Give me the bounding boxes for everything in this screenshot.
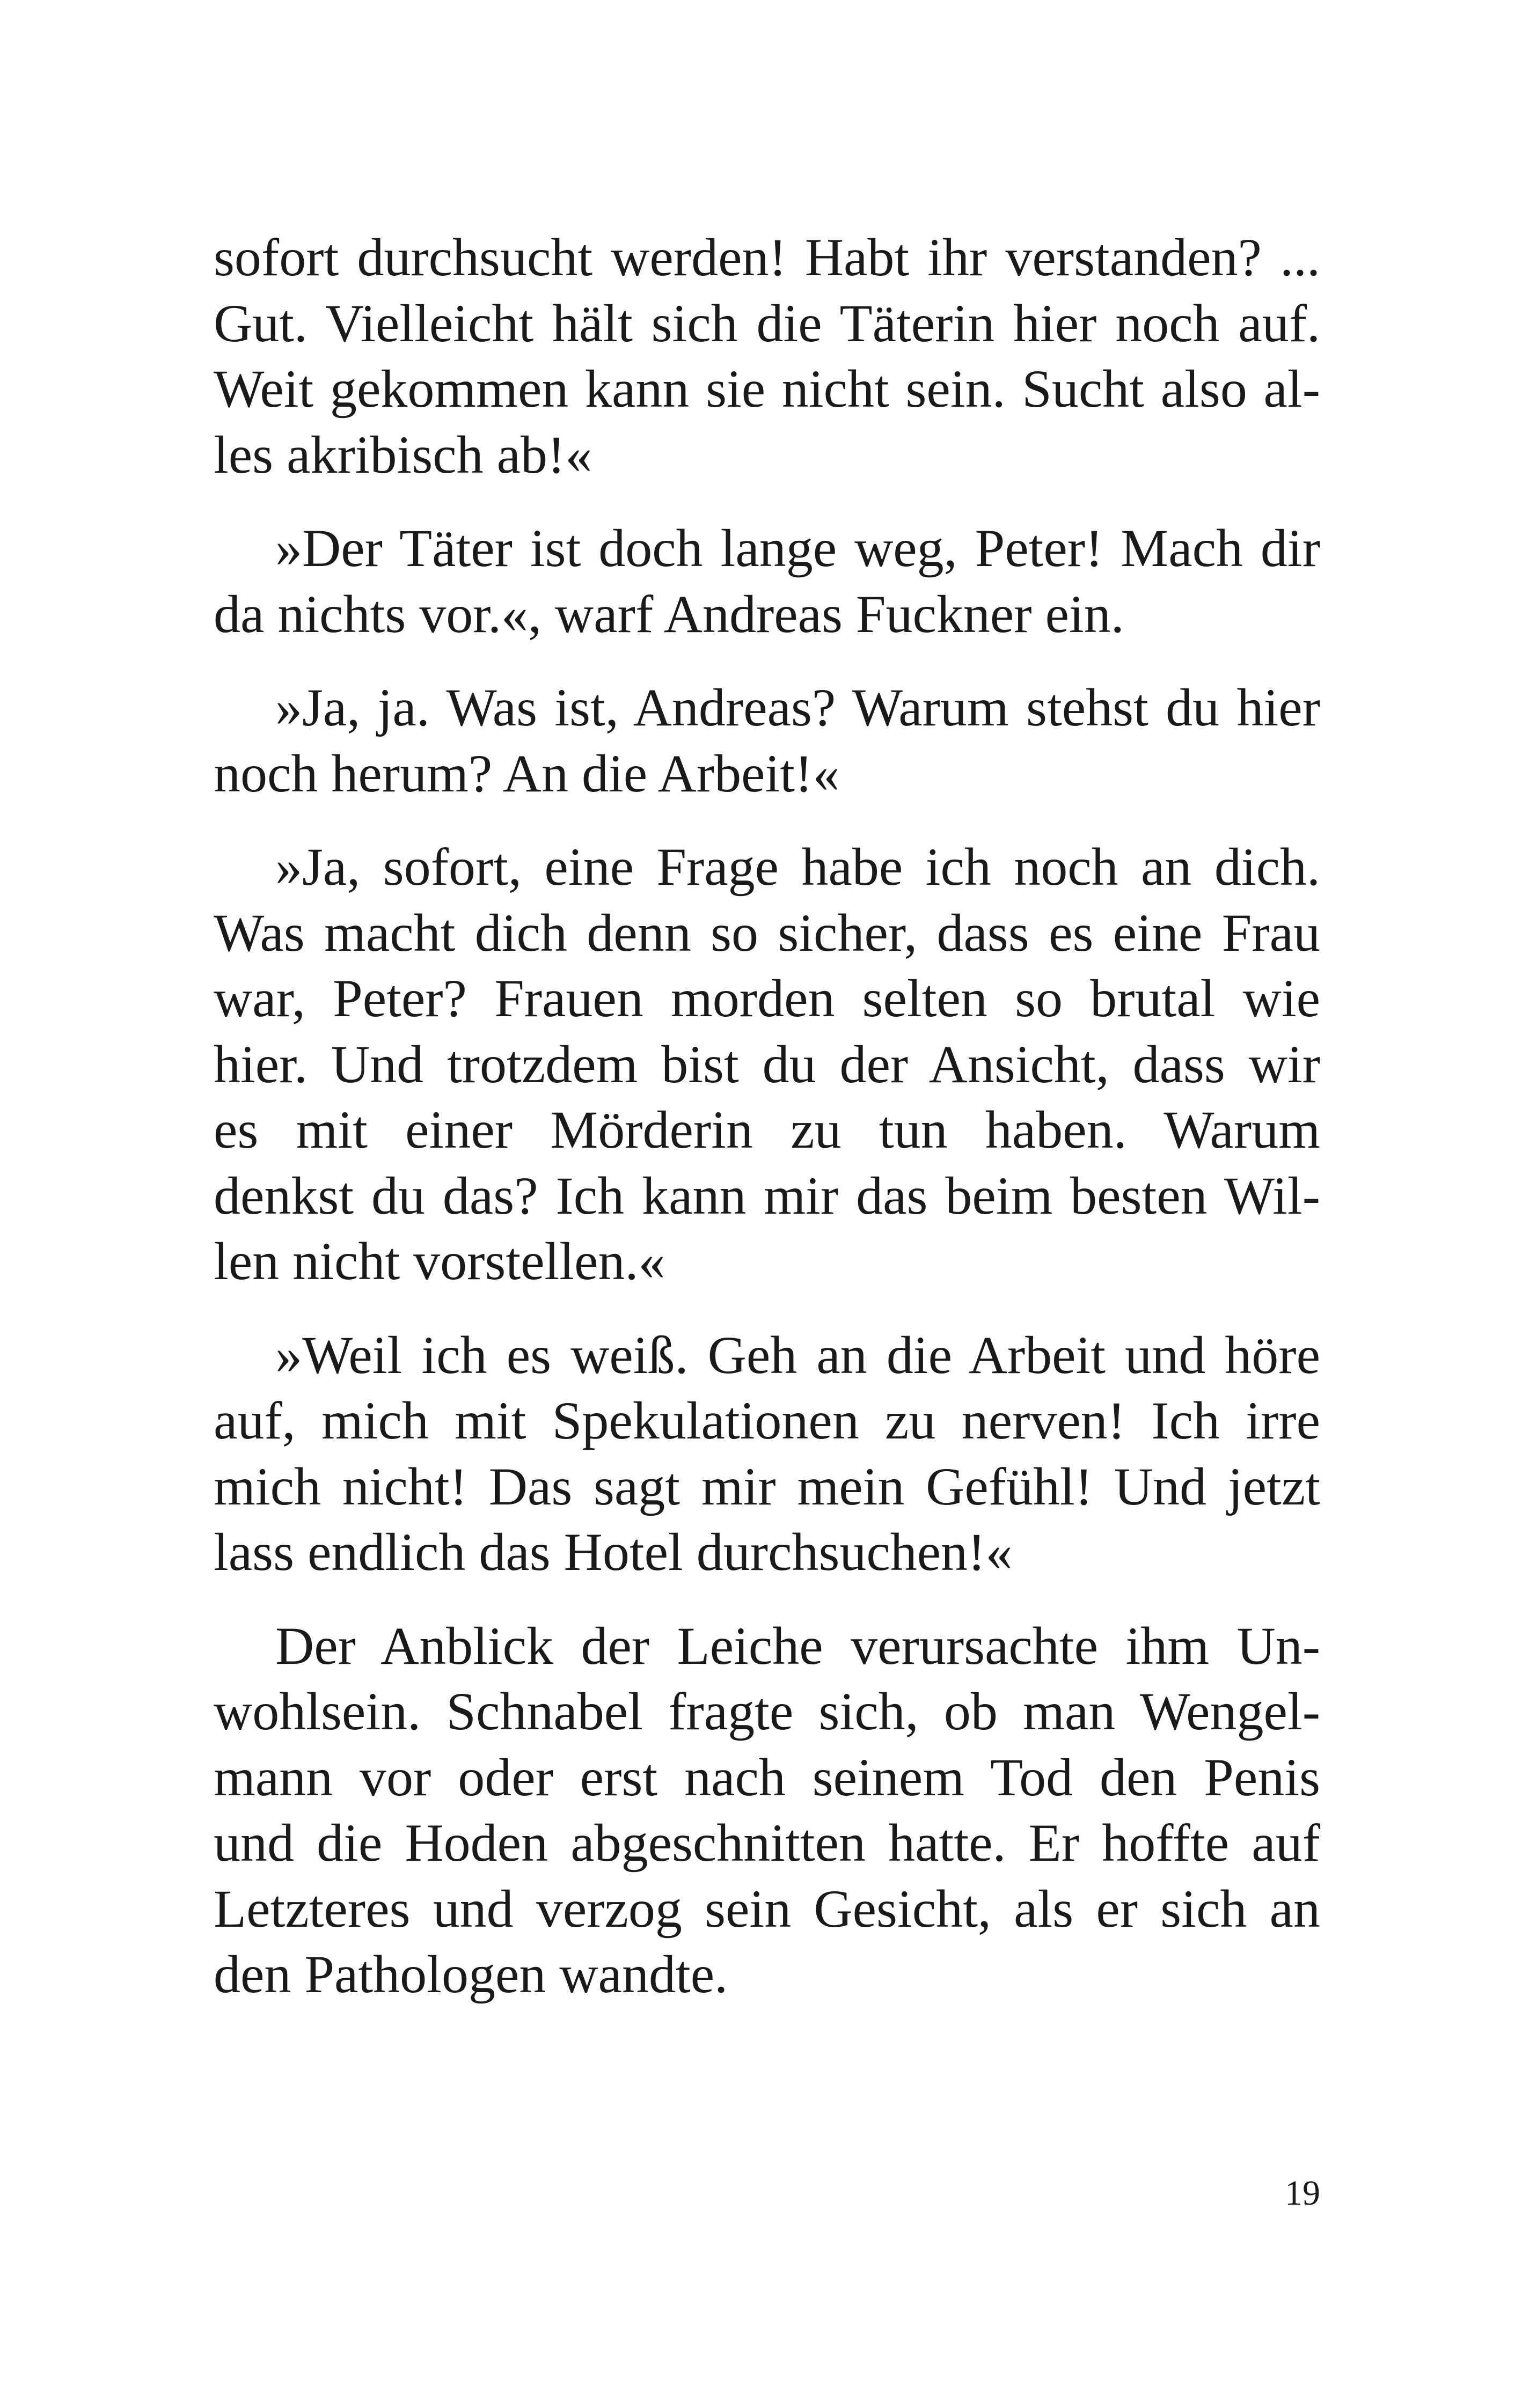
paragraph-6	[214, 1613, 1320, 2008]
text-line: hier. Und trotzdem bist du der Ansicht, dass wir	[214, 1034, 1320, 1094]
text-line: wohlsein. Schnabel fragte sich, ob man Wengel-	[214, 1682, 1320, 1741]
text-line: mich nicht! Das sagt mir mein Gefühl! Und jetzt	[214, 1456, 1320, 1516]
text-line: »Weil ich es weiß. Geh an die Arbeit und höre	[275, 1325, 1320, 1385]
text-line: war, Peter? Frauen morden selten so brutal wie	[214, 968, 1320, 1028]
text-line: Der Anblick der Leiche verursachte ihm Un-	[275, 1616, 1320, 1676]
text-line: les akribisch ab!«	[214, 424, 592, 484]
text-line: Gut. Vielleicht hält sich die Täterin hier noch auf.	[214, 293, 1320, 353]
text-line: Was macht dich denn so sicher, dass es eine Frau	[214, 902, 1320, 963]
text-line: da nichts vor.«, warf Andreas Fuckner ein.	[214, 584, 1124, 644]
text-line: es mit einer Mörderin zu tun haben. Warum	[214, 1100, 1320, 1159]
text-line: lass endlich das Hotel durchsuchen!«	[214, 1522, 1013, 1582]
text-line: len nicht vorstellen.«	[214, 1231, 665, 1291]
text-line: »Der Täter ist doch lange weg, Peter! Mach dir	[275, 518, 1320, 578]
paragraph-3	[214, 675, 1320, 806]
text-line: auf, mich mit Spekulationen zu nerven! Ich irre	[214, 1391, 1320, 1450]
text-line: »Ja, sofort, eine Frage habe ich noch an dich.	[275, 837, 1320, 897]
text-line: »Ja, ja. Was ist, Andreas? Warum stehst du hier	[275, 678, 1320, 737]
text-line: sofort durchsucht werden! Habt ihr verstanden? ...	[214, 227, 1320, 287]
text-line: noch herum? An die Arbeit!«	[214, 743, 840, 803]
paragraph-2	[214, 516, 1320, 647]
text-line: den Pathologen wandte.	[214, 1944, 728, 2004]
text-line: denkst du das? Ich kann mir das beim besten Wil-	[214, 1165, 1320, 1225]
text-line: mann vor oder erst nach seinem Tod den Penis	[214, 1747, 1320, 1807]
page-number: 19	[1285, 2174, 1320, 2213]
paragraph-4	[214, 834, 1320, 1295]
paragraph-1	[214, 225, 1320, 488]
text-line: Weit gekommen kann sie nicht sein. Sucht also al-	[214, 359, 1320, 419]
text-line: und die Hoden abgeschnitten hatte. Er hoffte auf	[214, 1813, 1320, 1873]
page-text	[214, 225, 1320, 2036]
text-line: Letzteres und verzog sein Gesicht, als er sich an	[214, 1878, 1320, 1939]
paragraph-5	[214, 1323, 1320, 1585]
